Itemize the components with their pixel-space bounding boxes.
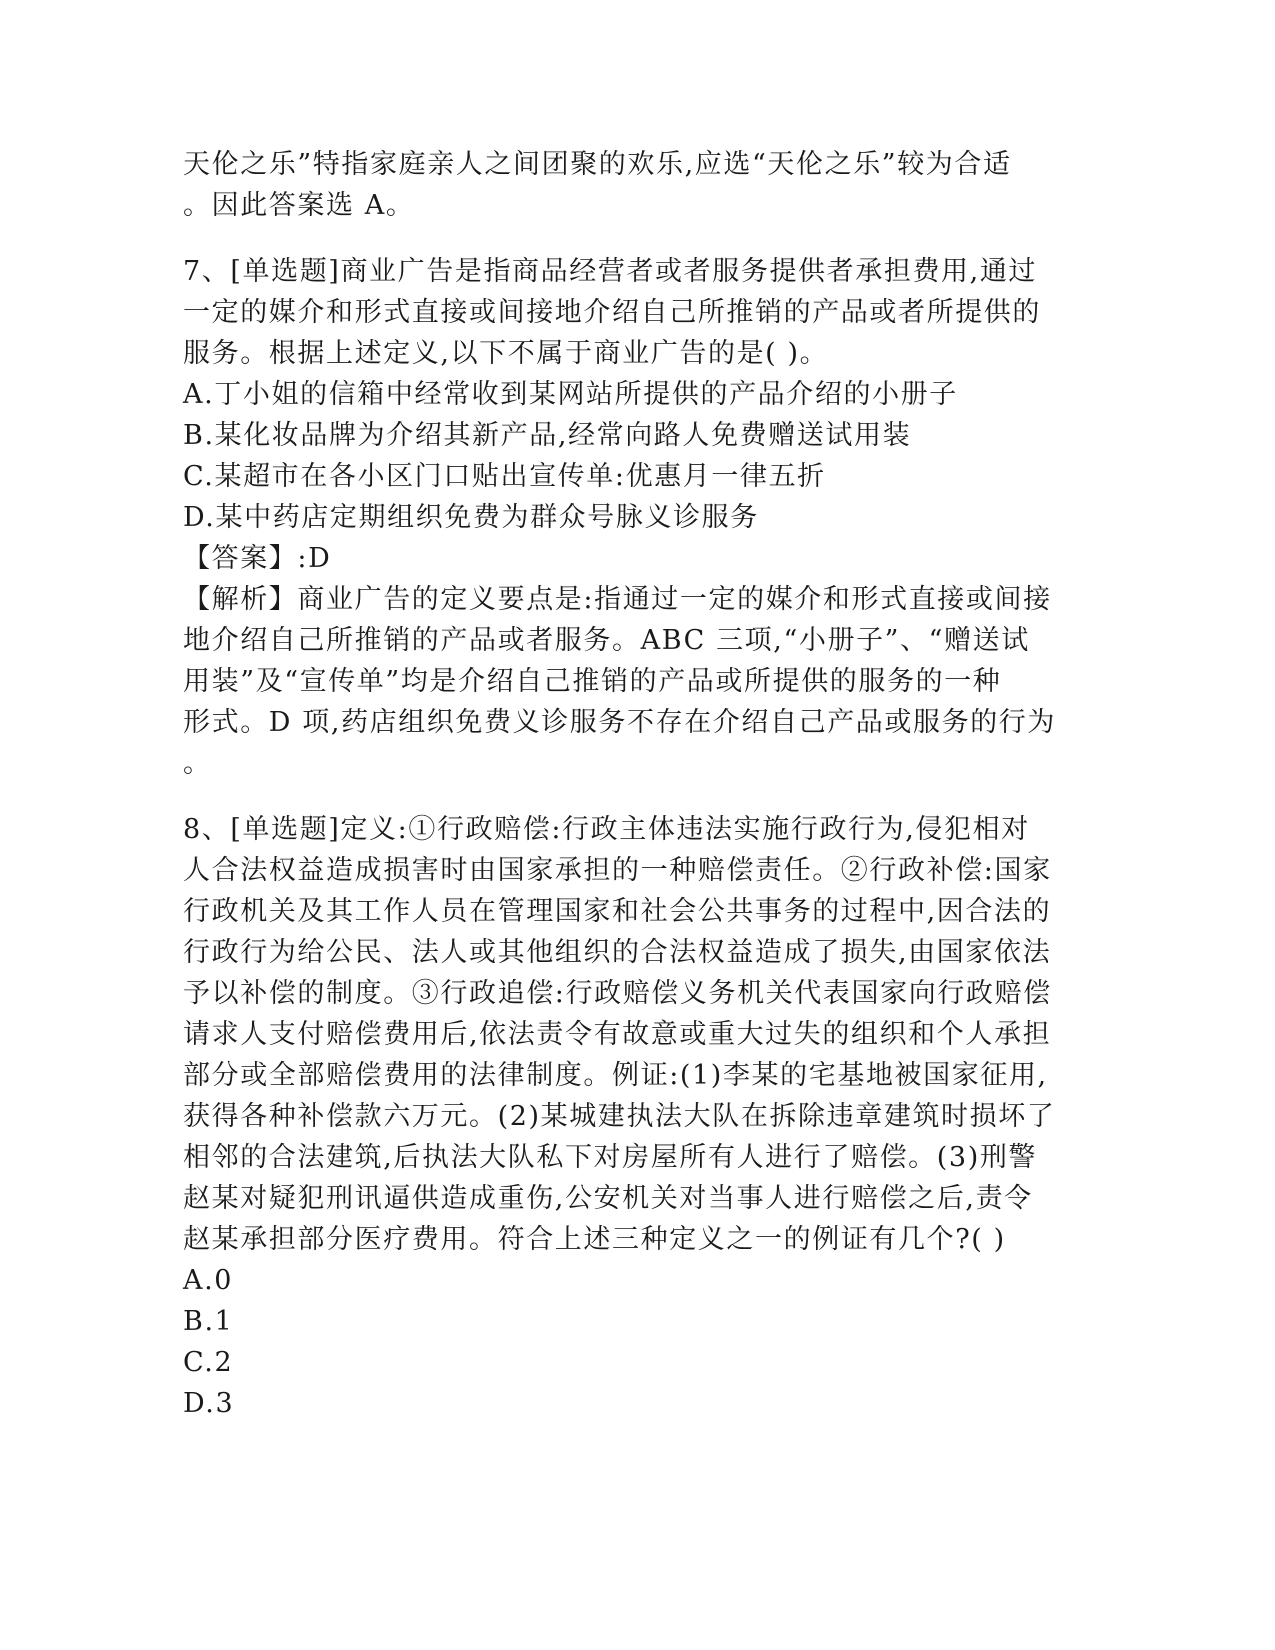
document-page [183, 144, 1083, 1424]
question-stem-line: 行政机关及其工作人员在管理国家和社会公共事务的过程中,因合法的 [183, 896, 1052, 927]
question-stem-line: 请求人支付赔偿费用后,依法责令有故意或重大过失的组织和个人承担 [183, 1019, 1052, 1050]
question-stem-line: 一定的媒介和形式直接或间接地介绍自己所推销的产品或者所提供的 [183, 297, 1041, 328]
option-c: C.某超市在各小区门口贴出宣传单:优惠月一律五折 [183, 461, 826, 492]
option-d: D.3 [183, 1388, 235, 1419]
analysis-line: 。 [183, 748, 212, 779]
question-8 [183, 809, 1083, 1424]
question-7 [183, 251, 1083, 784]
question-stem-line: 部分或全部赔偿费用的法律制度。例证:(1)李某的宅基地被国家征用, [183, 1060, 1048, 1091]
question-stem-line: 8、[单选题]定义:①行政赔偿:行政主体违法实施行政行为,侵犯相对 [183, 814, 1030, 845]
option-b: B.某化妆品牌为介绍其新产品,经常向路人免费赠送试用装 [183, 420, 912, 451]
question-stem-line: 获得各种补偿款六万元。(2)某城建执法大队在拆除违章建筑时损坏了 [183, 1101, 1056, 1132]
question-stem-line: 服务。根据上述定义,以下不属于商业广告的是( )。 [183, 338, 829, 369]
explanation-line: 。因此答案选 A。 [183, 190, 415, 221]
option-a: A.0 [183, 1265, 234, 1296]
previous-explanation [183, 144, 1083, 226]
answer-line: 【答案】:D [183, 543, 332, 574]
analysis-line: 地介绍自己所推销的产品或者服务。ABC 三项,“小册子”、“赠送试 [183, 625, 1030, 656]
option-a: A.丁小姐的信箱中经常收到某网站所提供的产品介绍的小册子 [183, 379, 958, 410]
analysis-line: 形式。D 项,药店组织免费义诊服务不存在介绍自己产品或服务的行为 [183, 707, 1057, 738]
option-d: D.某中药店定期组织免费为群众号脉义诊服务 [183, 502, 759, 533]
question-stem-line: 相邻的合法建筑,后执法大队私下对房屋所有人进行了赔偿。(3)刑警 [183, 1142, 1038, 1173]
question-stem-line: 行政行为给公民、法人或其他组织的合法权益造成了损失,由国家依法 [183, 937, 1052, 968]
question-stem-line: 赵某对疑犯刑讯逼供造成重伤,公安机关对当事人进行赔偿之后,责令 [183, 1183, 1033, 1214]
analysis-line: 【解析】商业广告的定义要点是:指通过一定的媒介和形式直接或间接 [183, 584, 1052, 615]
analysis-line: 用装”及“宣传单”均是介绍自己推销的产品或所提供的服务的一种 [183, 666, 1002, 697]
question-stem-line: 赵某承担部分医疗费用。符合上述三种定义之一的例证有几个?( ) [183, 1224, 1006, 1255]
option-b: B.1 [183, 1306, 234, 1337]
spacer [183, 226, 1083, 251]
question-stem-line: 人合法权益造成损害时由国家承担的一种赔偿责任。②行政补偿:国家 [183, 855, 1052, 886]
option-c: C.2 [183, 1347, 234, 1378]
spacer [183, 784, 1083, 809]
explanation-line: 天伦之乐”特指家庭亲人之间团聚的欢乐,应选“天伦之乐”较为合适 [183, 149, 1012, 180]
question-stem-line: 7、[单选题]商业广告是指商品经营者或者服务提供者承担费用,通过 [183, 256, 1038, 287]
question-stem-line: 予以补偿的制度。③行政追偿:行政赔偿义务机关代表国家向行政赔偿 [183, 978, 1052, 1009]
